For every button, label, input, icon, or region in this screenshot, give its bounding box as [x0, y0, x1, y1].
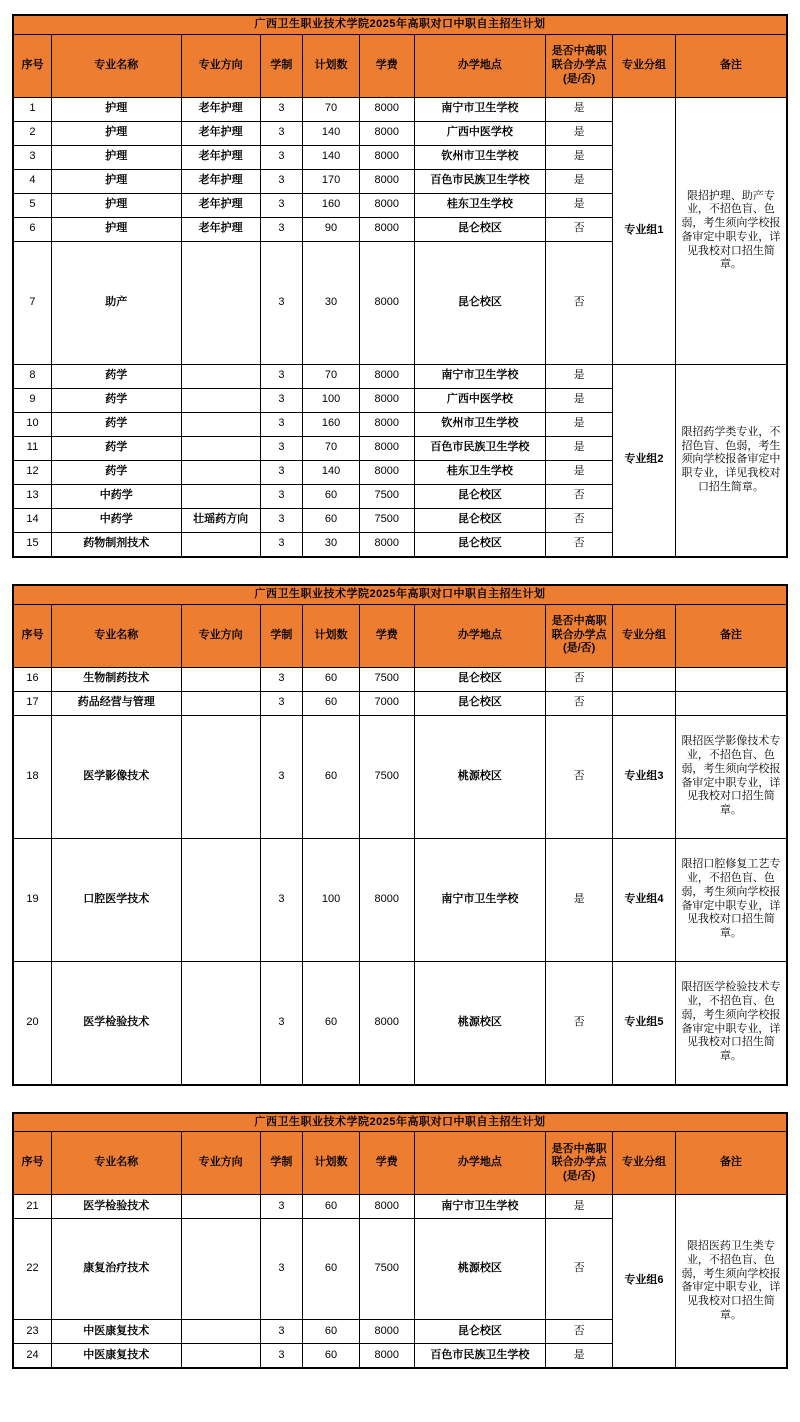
plan-table-block-3 [12, 1112, 788, 1370]
header-place: 办学地点 [414, 1132, 546, 1195]
cell-group [613, 667, 676, 691]
cell-group: 专业组5 [613, 961, 676, 1085]
header-group: 专业分组 [613, 34, 676, 97]
cell-no: 18 [13, 715, 51, 838]
cell-joint: 否 [546, 715, 613, 838]
table-row [13, 691, 787, 715]
cell-no: 12 [13, 460, 51, 484]
cell-direction [181, 436, 260, 460]
cell-length: 3 [260, 364, 303, 388]
table-title-row [13, 585, 787, 604]
cell-direction [181, 667, 260, 691]
table-header-row [13, 34, 787, 97]
cell-fee: 8000 [359, 436, 414, 460]
cell-plan: 60 [303, 667, 360, 691]
table-header-row [13, 1132, 787, 1195]
cell-direction [181, 484, 260, 508]
cell-direction [181, 715, 260, 838]
cell-no: 5 [13, 193, 51, 217]
cell-remark: 限招医药卫生类专业，不招色盲、色弱，考生须向学校报备审定中职专业，详见我校对口招生简章。 [675, 1195, 787, 1369]
cell-direction [181, 1344, 260, 1369]
cell-major: 药物制剂技术 [51, 532, 181, 557]
cell-place: 昆仑校区 [414, 667, 546, 691]
cell-major: 护理 [51, 169, 181, 193]
cell-fee: 7500 [359, 508, 414, 532]
cell-joint: 是 [546, 388, 613, 412]
cell-fee: 7500 [359, 715, 414, 838]
cell-length: 3 [260, 193, 303, 217]
cell-joint: 否 [546, 1320, 613, 1344]
header-remark: 备注 [675, 604, 787, 667]
header-group: 专业分组 [613, 604, 676, 667]
cell-remark: 限招医学检验技术专业，不招色盲、色弱，考生须向学校报备审定中职专业，详见我校对口招生简章。 [675, 961, 787, 1085]
cell-no: 7 [13, 241, 51, 364]
cell-no: 4 [13, 169, 51, 193]
cell-fee: 8000 [359, 217, 414, 241]
cell-no: 20 [13, 961, 51, 1085]
header-plan: 计划数 [303, 34, 360, 97]
header-joint: 是否中高职联合办学点(是/否) [546, 34, 613, 97]
cell-length: 3 [260, 1344, 303, 1369]
cell-place: 南宁市卫生学校 [414, 1195, 546, 1219]
cell-major: 医学影像技术 [51, 715, 181, 838]
table-row [13, 97, 787, 121]
header-plan: 计划数 [303, 1132, 360, 1195]
table-row [13, 715, 787, 838]
cell-place: 钦州市卫生学校 [414, 412, 546, 436]
cell-major: 护理 [51, 193, 181, 217]
cell-major: 药学 [51, 460, 181, 484]
cell-length: 3 [260, 436, 303, 460]
cell-no: 1 [13, 97, 51, 121]
header-major: 专业名称 [51, 604, 181, 667]
cell-direction: 老年护理 [181, 121, 260, 145]
cell-direction [181, 1195, 260, 1219]
cell-plan: 30 [303, 241, 360, 364]
cell-plan: 140 [303, 460, 360, 484]
table-title: 广西卫生职业技术学院2025年高职对口中职自主招生计划 [13, 15, 787, 34]
cell-place: 百色市民族卫生学校 [414, 169, 546, 193]
cell-plan: 70 [303, 364, 360, 388]
cell-joint: 否 [546, 217, 613, 241]
cell-major: 口腔医学技术 [51, 838, 181, 961]
cell-remark: 限招护理、助产专业，不招色盲、色弱，考生须向学校报备审定中职专业，详见我校对口招生简章。 [675, 97, 787, 364]
cell-fee: 7000 [359, 691, 414, 715]
table-title: 广西卫生职业技术学院2025年高职对口中职自主招生计划 [13, 1113, 787, 1132]
cell-direction [181, 532, 260, 557]
cell-no: 9 [13, 388, 51, 412]
cell-fee: 8000 [359, 532, 414, 557]
cell-direction: 老年护理 [181, 193, 260, 217]
cell-place: 桃源校区 [414, 1219, 546, 1320]
header-place: 办学地点 [414, 604, 546, 667]
cell-length: 3 [260, 961, 303, 1085]
cell-no: 21 [13, 1195, 51, 1219]
cell-major: 医学检验技术 [51, 1195, 181, 1219]
cell-plan: 60 [303, 1195, 360, 1219]
cell-fee: 8000 [359, 1195, 414, 1219]
cell-place: 桂东卫生学校 [414, 460, 546, 484]
cell-remark: 限招医学影像技术专业，不招色盲、色弱，考生须向学校报备审定中职专业，详见我校对口招生简章。 [675, 715, 787, 838]
cell-plan: 60 [303, 508, 360, 532]
cell-no: 16 [13, 667, 51, 691]
cell-plan: 70 [303, 436, 360, 460]
cell-length: 3 [260, 169, 303, 193]
cell-length: 3 [260, 241, 303, 364]
cell-no: 24 [13, 1344, 51, 1369]
cell-major: 中医康复技术 [51, 1320, 181, 1344]
header-group: 专业分组 [613, 1132, 676, 1195]
cell-major: 康复治疗技术 [51, 1219, 181, 1320]
cell-major: 助产 [51, 241, 181, 364]
cell-no: 17 [13, 691, 51, 715]
cell-place: 昆仑校区 [414, 508, 546, 532]
cell-fee: 8000 [359, 169, 414, 193]
cell-fee: 8000 [359, 460, 414, 484]
cell-place: 广西中医学校 [414, 121, 546, 145]
cell-place: 南宁市卫生学校 [414, 97, 546, 121]
header-remark: 备注 [675, 34, 787, 97]
cell-direction: 壮瑶药方向 [181, 508, 260, 532]
plan-table-block-2 [12, 584, 788, 1086]
cell-plan: 60 [303, 961, 360, 1085]
cell-place: 百色市民族卫生学校 [414, 1344, 546, 1369]
cell-major: 药学 [51, 364, 181, 388]
cell-length: 3 [260, 121, 303, 145]
cell-plan: 160 [303, 193, 360, 217]
header-joint: 是否中高职联合办学点(是/否) [546, 1132, 613, 1195]
cell-joint: 否 [546, 532, 613, 557]
cell-major: 中医康复技术 [51, 1344, 181, 1369]
cell-place: 昆仑校区 [414, 241, 546, 364]
cell-direction [181, 1320, 260, 1344]
cell-direction [181, 388, 260, 412]
cell-plan: 170 [303, 169, 360, 193]
cell-group: 专业组4 [613, 838, 676, 961]
table-row [13, 667, 787, 691]
cell-length: 3 [260, 145, 303, 169]
cell-remark: 限招药学类专业，不招色盲、色弱，考生须向学校报备审定中职专业，详见我校对口招生简章。 [675, 364, 787, 557]
cell-direction [181, 364, 260, 388]
cell-no: 11 [13, 436, 51, 460]
cell-major: 药学 [51, 412, 181, 436]
cell-major: 药学 [51, 436, 181, 460]
cell-no: 13 [13, 484, 51, 508]
cell-plan: 60 [303, 1344, 360, 1369]
header-remark: 备注 [675, 1132, 787, 1195]
cell-length: 3 [260, 1219, 303, 1320]
table-header-row [13, 604, 787, 667]
admission-plan-table-3 [12, 1112, 788, 1370]
header-joint: 是否中高职联合办学点(是/否) [546, 604, 613, 667]
cell-place: 昆仑校区 [414, 532, 546, 557]
cell-place: 桃源校区 [414, 715, 546, 838]
cell-place: 南宁市卫生学校 [414, 838, 546, 961]
cell-major: 护理 [51, 121, 181, 145]
cell-plan: 30 [303, 532, 360, 557]
cell-fee: 8000 [359, 145, 414, 169]
cell-plan: 60 [303, 715, 360, 838]
cell-no: 10 [13, 412, 51, 436]
table-title-row [13, 15, 787, 34]
cell-length: 3 [260, 715, 303, 838]
cell-direction: 老年护理 [181, 97, 260, 121]
cell-direction: 老年护理 [181, 217, 260, 241]
cell-joint: 是 [546, 1344, 613, 1369]
cell-fee: 8000 [359, 241, 414, 364]
table-row [13, 364, 787, 388]
cell-fee: 7500 [359, 1219, 414, 1320]
header-no: 序号 [13, 34, 51, 97]
header-direction: 专业方向 [181, 604, 260, 667]
cell-length: 3 [260, 838, 303, 961]
table-row [13, 961, 787, 1085]
cell-plan: 60 [303, 1219, 360, 1320]
cell-fee: 8000 [359, 364, 414, 388]
cell-place: 桃源校区 [414, 961, 546, 1085]
cell-fee: 8000 [359, 121, 414, 145]
cell-length: 3 [260, 667, 303, 691]
cell-length: 3 [260, 1195, 303, 1219]
cell-group: 专业组6 [613, 1195, 676, 1369]
cell-place: 桂东卫生学校 [414, 193, 546, 217]
header-place: 办学地点 [414, 34, 546, 97]
cell-plan: 140 [303, 145, 360, 169]
cell-group: 专业组3 [613, 715, 676, 838]
cell-direction: 老年护理 [181, 169, 260, 193]
header-major: 专业名称 [51, 34, 181, 97]
cell-fee: 8000 [359, 412, 414, 436]
header-fee: 学费 [359, 1132, 414, 1195]
cell-joint: 是 [546, 145, 613, 169]
table-title: 广西卫生职业技术学院2025年高职对口中职自主招生计划 [13, 585, 787, 604]
cell-fee: 8000 [359, 388, 414, 412]
cell-place: 昆仑校区 [414, 484, 546, 508]
cell-length: 3 [260, 532, 303, 557]
header-no: 序号 [13, 1132, 51, 1195]
cell-joint: 是 [546, 97, 613, 121]
header-length: 学制 [260, 1132, 303, 1195]
cell-plan: 60 [303, 691, 360, 715]
cell-place: 南宁市卫生学校 [414, 364, 546, 388]
cell-joint: 否 [546, 508, 613, 532]
cell-joint: 是 [546, 436, 613, 460]
cell-joint: 否 [546, 484, 613, 508]
cell-direction: 老年护理 [181, 145, 260, 169]
cell-joint: 是 [546, 169, 613, 193]
cell-group [613, 691, 676, 715]
header-no: 序号 [13, 604, 51, 667]
cell-joint: 是 [546, 838, 613, 961]
header-length: 学制 [260, 604, 303, 667]
cell-joint: 是 [546, 460, 613, 484]
cell-major: 药品经营与管理 [51, 691, 181, 715]
cell-major: 护理 [51, 145, 181, 169]
cell-major: 生物制药技术 [51, 667, 181, 691]
cell-plan: 60 [303, 484, 360, 508]
cell-joint: 否 [546, 667, 613, 691]
cell-length: 3 [260, 1320, 303, 1344]
cell-place: 昆仑校区 [414, 691, 546, 715]
cell-remark [675, 691, 787, 715]
cell-length: 3 [260, 412, 303, 436]
cell-joint: 是 [546, 121, 613, 145]
cell-major: 药学 [51, 388, 181, 412]
cell-plan: 140 [303, 121, 360, 145]
cell-length: 3 [260, 388, 303, 412]
cell-no: 3 [13, 145, 51, 169]
cell-group: 专业组2 [613, 364, 676, 557]
cell-length: 3 [260, 508, 303, 532]
cell-direction [181, 1219, 260, 1320]
cell-fee: 8000 [359, 1320, 414, 1344]
header-major: 专业名称 [51, 1132, 181, 1195]
cell-fee: 8000 [359, 97, 414, 121]
cell-fee: 8000 [359, 961, 414, 1085]
cell-major: 中药学 [51, 508, 181, 532]
cell-length: 3 [260, 97, 303, 121]
cell-fee: 7500 [359, 484, 414, 508]
cell-length: 3 [260, 460, 303, 484]
admission-plan-table-2 [12, 584, 788, 1086]
cell-no: 8 [13, 364, 51, 388]
table-title-row [13, 1113, 787, 1132]
table-row [13, 838, 787, 961]
cell-fee: 8000 [359, 193, 414, 217]
cell-fee: 8000 [359, 838, 414, 961]
cell-plan: 60 [303, 1320, 360, 1344]
cell-joint: 是 [546, 364, 613, 388]
cell-direction [181, 838, 260, 961]
cell-place: 昆仑校区 [414, 1320, 546, 1344]
cell-joint: 否 [546, 241, 613, 364]
cell-fee: 8000 [359, 1344, 414, 1369]
header-fee: 学费 [359, 34, 414, 97]
cell-direction [181, 412, 260, 436]
cell-direction [181, 961, 260, 1085]
header-direction: 专业方向 [181, 1132, 260, 1195]
cell-direction [181, 241, 260, 364]
cell-joint: 是 [546, 1195, 613, 1219]
header-direction: 专业方向 [181, 34, 260, 97]
cell-group: 专业组1 [613, 97, 676, 364]
cell-place: 百色市民族卫生学校 [414, 436, 546, 460]
cell-no: 15 [13, 532, 51, 557]
cell-fee: 7500 [359, 667, 414, 691]
cell-joint: 是 [546, 412, 613, 436]
cell-no: 2 [13, 121, 51, 145]
cell-joint: 是 [546, 193, 613, 217]
header-length: 学制 [260, 34, 303, 97]
cell-remark [675, 667, 787, 691]
admission-plan-table-1 [12, 14, 788, 558]
cell-joint: 否 [546, 691, 613, 715]
cell-length: 3 [260, 484, 303, 508]
cell-major: 护理 [51, 97, 181, 121]
plan-table-block-1 [12, 14, 788, 558]
cell-no: 14 [13, 508, 51, 532]
cell-plan: 100 [303, 388, 360, 412]
cell-plan: 70 [303, 97, 360, 121]
cell-plan: 160 [303, 412, 360, 436]
cell-length: 3 [260, 691, 303, 715]
cell-no: 22 [13, 1219, 51, 1320]
cell-direction [181, 460, 260, 484]
cell-no: 6 [13, 217, 51, 241]
cell-joint: 否 [546, 961, 613, 1085]
cell-no: 23 [13, 1320, 51, 1344]
cell-remark: 限招口腔修复工艺专业，不招色盲、色弱，考生须向学校报备审定中职专业，详见我校对口招生简章。 [675, 838, 787, 961]
header-plan: 计划数 [303, 604, 360, 667]
cell-major: 医学检验技术 [51, 961, 181, 1085]
cell-length: 3 [260, 217, 303, 241]
cell-major: 中药学 [51, 484, 181, 508]
cell-plan: 90 [303, 217, 360, 241]
cell-place: 昆仑校区 [414, 217, 546, 241]
cell-place: 广西中医学校 [414, 388, 546, 412]
table-row [13, 1195, 787, 1219]
cell-place: 钦州市卫生学校 [414, 145, 546, 169]
cell-direction [181, 691, 260, 715]
header-fee: 学费 [359, 604, 414, 667]
cell-joint: 否 [546, 1219, 613, 1320]
cell-major: 护理 [51, 217, 181, 241]
cell-no: 19 [13, 838, 51, 961]
cell-plan: 100 [303, 838, 360, 961]
